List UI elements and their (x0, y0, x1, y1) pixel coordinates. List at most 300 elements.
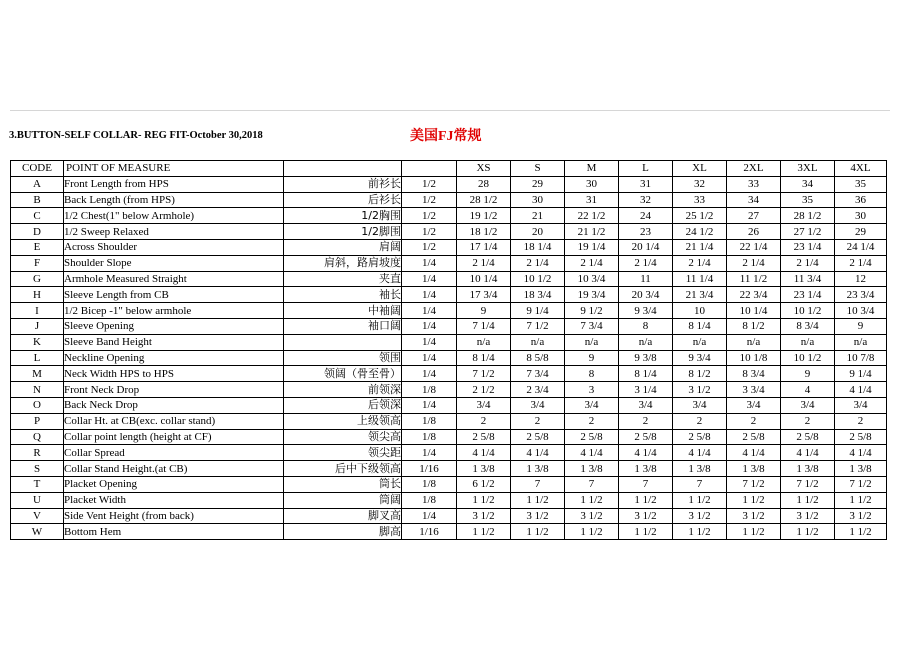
row-size-value: 20 (511, 224, 565, 240)
header-size-s: S (511, 161, 565, 177)
row-chinese-name: 袖长 (284, 287, 402, 303)
table-row (11, 287, 887, 303)
row-size-value: 2 (457, 413, 511, 429)
row-tolerance: 1/2 (402, 208, 457, 224)
row-tolerance: 1/8 (402, 476, 457, 492)
row-chinese-name (284, 334, 402, 350)
row-size-value: 1 3/8 (565, 461, 619, 477)
row-size-value: 2 (619, 413, 673, 429)
row-size-value: 1 3/8 (619, 461, 673, 477)
row-size-value: 21 3/4 (673, 287, 727, 303)
row-code: C (11, 208, 64, 224)
row-size-value: 7 1/4 (457, 318, 511, 334)
header-tolerance (402, 161, 457, 177)
table-row (11, 524, 887, 540)
row-size-value: 3 1/2 (565, 508, 619, 524)
row-size-value: n/a (457, 334, 511, 350)
row-size-value: 1 1/2 (619, 492, 673, 508)
row-code: W (11, 524, 64, 540)
row-point-of-measure: Across Shoulder (64, 239, 284, 255)
row-code: K (11, 334, 64, 350)
row-chinese-name: 脚高 (284, 524, 402, 540)
row-size-value: 9 (457, 303, 511, 319)
row-point-of-measure: Placket Width (64, 492, 284, 508)
row-size-value: 21 (511, 208, 565, 224)
table-row (11, 508, 887, 524)
row-size-value: n/a (619, 334, 673, 350)
row-size-value: 32 (673, 176, 727, 192)
row-size-value: 2 1/4 (565, 255, 619, 271)
row-size-value: 23 (619, 224, 673, 240)
row-code: I (11, 303, 64, 319)
row-size-value: 2 (727, 413, 781, 429)
row-point-of-measure: 1/2 Sweep Relaxed (64, 224, 284, 240)
row-size-value: 1 1/2 (727, 492, 781, 508)
row-point-of-measure: Back Neck Drop (64, 397, 284, 413)
header-size-2xl: 2XL (727, 161, 781, 177)
row-size-value: 1 1/2 (673, 524, 727, 540)
row-size-value: 18 1/2 (457, 224, 511, 240)
row-tolerance: 1/16 (402, 524, 457, 540)
row-code: H (11, 287, 64, 303)
sheet-top-rule (10, 110, 890, 111)
row-size-value: 20 3/4 (619, 287, 673, 303)
row-size-value: 7 (619, 476, 673, 492)
table-row (11, 176, 887, 192)
row-size-value: 18 3/4 (511, 287, 565, 303)
row-tolerance: 1/4 (402, 350, 457, 366)
row-chinese-name: 肩斜，路肩坡度 (284, 255, 402, 271)
row-chinese-name: 领阔（骨至骨） (284, 366, 402, 382)
row-size-value: 4 1/4 (457, 445, 511, 461)
row-size-value: 28 1/2 (781, 208, 835, 224)
row-size-value: n/a (781, 334, 835, 350)
header-size-xs: XS (457, 161, 511, 177)
row-size-value: 27 1/2 (781, 224, 835, 240)
row-code: G (11, 271, 64, 287)
row-size-value: 9 (565, 350, 619, 366)
row-code: E (11, 239, 64, 255)
row-chinese-name: 后中下级领高 (284, 461, 402, 477)
row-tolerance: 1/16 (402, 461, 457, 477)
row-size-value: 1 1/2 (727, 524, 781, 540)
row-chinese-name: 1/2脚围 (284, 224, 402, 240)
row-size-value: 2 5/8 (511, 429, 565, 445)
row-point-of-measure: 1/2 Bicep -1" below armhole (64, 303, 284, 319)
row-tolerance: 1/2 (402, 239, 457, 255)
row-tolerance: 1/8 (402, 413, 457, 429)
row-size-value: 2 (781, 413, 835, 429)
header-size-4xl: 4XL (835, 161, 887, 177)
row-point-of-measure: Sleeve Length from CB (64, 287, 284, 303)
row-size-value: n/a (565, 334, 619, 350)
table-row (11, 271, 887, 287)
row-size-value: 3/4 (673, 397, 727, 413)
row-size-value: 2 5/8 (457, 429, 511, 445)
row-point-of-measure: Shoulder Slope (64, 255, 284, 271)
row-point-of-measure: Back Length (from HPS) (64, 192, 284, 208)
row-size-value: 12 (835, 271, 887, 287)
row-size-value: 3 (565, 382, 619, 398)
row-code: P (11, 413, 64, 429)
row-size-value: 2 5/8 (781, 429, 835, 445)
row-size-value: 2 5/8 (565, 429, 619, 445)
row-size-value: 2 5/8 (727, 429, 781, 445)
row-size-value: 8 1/4 (457, 350, 511, 366)
row-size-value: 11 (619, 271, 673, 287)
row-code: T (11, 476, 64, 492)
row-size-value: 19 1/4 (565, 239, 619, 255)
row-size-value: 3 1/2 (673, 382, 727, 398)
row-size-value: 10 (673, 303, 727, 319)
row-size-value: 33 (727, 176, 781, 192)
row-size-value: 4 1/4 (781, 445, 835, 461)
row-size-value: 1 1/2 (511, 524, 565, 540)
row-size-value: 4 1/4 (835, 445, 887, 461)
table-row (11, 350, 887, 366)
row-size-value: 8 3/4 (727, 366, 781, 382)
row-size-value: 28 1/2 (457, 192, 511, 208)
row-point-of-measure: Sleeve Opening (64, 318, 284, 334)
row-size-value: 9 3/4 (673, 350, 727, 366)
row-size-value: 2 (835, 413, 887, 429)
header-size-m: M (565, 161, 619, 177)
row-chinese-name: 肩阔 (284, 239, 402, 255)
row-size-value: 2 1/4 (835, 255, 887, 271)
row-size-value: 4 1/4 (565, 445, 619, 461)
row-chinese-name: 袖口阔 (284, 318, 402, 334)
row-chinese-name: 领尖高 (284, 429, 402, 445)
row-tolerance: 1/4 (402, 287, 457, 303)
table-row (11, 255, 887, 271)
row-point-of-measure: Bottom Hem (64, 524, 284, 540)
row-size-value: 9 1/2 (565, 303, 619, 319)
header-pom: POINT OF MEASURE (64, 161, 284, 177)
row-size-value: 2 5/8 (835, 429, 887, 445)
row-size-value: 2 1/4 (511, 255, 565, 271)
row-size-value: 1 3/8 (727, 461, 781, 477)
row-point-of-measure: 1/2 Chest(1" below Armhole) (64, 208, 284, 224)
row-size-value: 4 1/4 (619, 445, 673, 461)
row-size-value: n/a (835, 334, 887, 350)
spec-table (10, 160, 887, 540)
table-row (11, 224, 887, 240)
row-size-value: 3 1/2 (781, 508, 835, 524)
header-code: CODE (11, 161, 64, 177)
row-size-value: 9 3/4 (619, 303, 673, 319)
table-row (11, 492, 887, 508)
row-size-value: n/a (673, 334, 727, 350)
row-chinese-name: 1/2胸围 (284, 208, 402, 224)
row-size-value: 3 1/4 (619, 382, 673, 398)
row-size-value: 10 1/4 (457, 271, 511, 287)
row-point-of-measure: Front Length from HPS (64, 176, 284, 192)
row-chinese-name: 前衫长 (284, 176, 402, 192)
row-tolerance: 1/4 (402, 366, 457, 382)
row-point-of-measure: Collar Ht. at CB(exc. collar stand) (64, 413, 284, 429)
table-row (11, 476, 887, 492)
row-size-value: 2 1/4 (457, 255, 511, 271)
table-row (11, 334, 887, 350)
row-chinese-name: 领围 (284, 350, 402, 366)
row-size-value: 10 3/4 (835, 303, 887, 319)
row-size-value: 23 1/4 (781, 239, 835, 255)
row-chinese-name: 脚叉高 (284, 508, 402, 524)
row-code: A (11, 176, 64, 192)
row-size-value: 7 1/2 (781, 476, 835, 492)
row-tolerance: 1/8 (402, 429, 457, 445)
row-size-value: 8 1/4 (673, 318, 727, 334)
row-size-value: 11 1/2 (727, 271, 781, 287)
row-size-value: 1 3/8 (673, 461, 727, 477)
row-size-value: 2 1/4 (727, 255, 781, 271)
row-size-value: 1 1/2 (673, 492, 727, 508)
row-code: F (11, 255, 64, 271)
row-size-value: 2 1/4 (619, 255, 673, 271)
row-point-of-measure: Collar Stand Height.(at CB) (64, 461, 284, 477)
row-size-value: 34 (727, 192, 781, 208)
row-size-value: 1 1/2 (565, 524, 619, 540)
row-chinese-name: 筒长 (284, 476, 402, 492)
row-size-value: 21 1/2 (565, 224, 619, 240)
row-chinese-name: 后领深 (284, 397, 402, 413)
row-size-value: 7 3/4 (565, 318, 619, 334)
row-size-value: 7 1/2 (511, 318, 565, 334)
row-size-value: 8 5/8 (511, 350, 565, 366)
table-row (11, 208, 887, 224)
row-tolerance: 1/8 (402, 492, 457, 508)
row-size-value: 4 (781, 382, 835, 398)
row-size-value: 4 1/4 (835, 382, 887, 398)
row-size-value: 2 5/8 (673, 429, 727, 445)
row-size-value: 7 1/2 (457, 366, 511, 382)
row-size-value: 22 1/2 (565, 208, 619, 224)
table-row (11, 397, 887, 413)
row-size-value: 4 1/4 (673, 445, 727, 461)
row-size-value: 31 (565, 192, 619, 208)
row-size-value: 9 3/8 (619, 350, 673, 366)
row-size-value: 20 1/4 (619, 239, 673, 255)
row-size-value: 11 1/4 (673, 271, 727, 287)
row-size-value: 3/4 (727, 397, 781, 413)
row-size-value: 36 (835, 192, 887, 208)
row-size-value: 2 1/4 (673, 255, 727, 271)
row-size-value: 1 1/2 (457, 492, 511, 508)
row-tolerance: 1/2 (402, 176, 457, 192)
row-code: O (11, 397, 64, 413)
header-size-xl: XL (673, 161, 727, 177)
row-size-value: 3 1/2 (727, 508, 781, 524)
row-point-of-measure: Sleeve Band Height (64, 334, 284, 350)
row-size-value: 21 1/4 (673, 239, 727, 255)
row-size-value: 10 3/4 (565, 271, 619, 287)
row-size-value: 8 (565, 366, 619, 382)
row-size-value: 1 3/8 (457, 461, 511, 477)
row-size-value: 1 3/8 (781, 461, 835, 477)
row-chinese-name: 夹直 (284, 271, 402, 287)
row-size-value: 10 1/2 (781, 303, 835, 319)
row-size-value: 7 1/2 (727, 476, 781, 492)
row-code: B (11, 192, 64, 208)
row-size-value: 11 3/4 (781, 271, 835, 287)
row-size-value: n/a (511, 334, 565, 350)
row-size-value: 25 1/2 (673, 208, 727, 224)
row-size-value: 3 1/2 (511, 508, 565, 524)
row-tolerance: 1/8 (402, 382, 457, 398)
row-size-value: 7 1/2 (835, 476, 887, 492)
table-row (11, 239, 887, 255)
row-size-value: 9 (835, 318, 887, 334)
row-size-value: 2 3/4 (511, 382, 565, 398)
row-tolerance: 1/4 (402, 508, 457, 524)
table-row (11, 413, 887, 429)
row-size-value: 1 1/2 (565, 492, 619, 508)
row-size-value: 9 1/4 (835, 366, 887, 382)
sheet-title: 3.BUTTON-SELF COLLAR- REG FIT-October 30,2018 (9, 130, 263, 141)
row-code: Q (11, 429, 64, 445)
row-size-value: 24 (619, 208, 673, 224)
header-size-l: L (619, 161, 673, 177)
table-row (11, 429, 887, 445)
row-tolerance: 1/2 (402, 192, 457, 208)
row-chinese-name: 筒阔 (284, 492, 402, 508)
row-size-value: 3/4 (457, 397, 511, 413)
row-point-of-measure: Placket Opening (64, 476, 284, 492)
row-size-value: 2 1/2 (457, 382, 511, 398)
spec-table-body (11, 176, 887, 539)
row-size-value: 8 3/4 (781, 318, 835, 334)
row-size-value: 3/4 (835, 397, 887, 413)
row-size-value: 3 1/2 (673, 508, 727, 524)
row-size-value: 22 3/4 (727, 287, 781, 303)
row-size-value: 23 3/4 (835, 287, 887, 303)
row-size-value: 3 3/4 (727, 382, 781, 398)
row-size-value: 7 (673, 476, 727, 492)
row-chinese-name: 领尖距 (284, 445, 402, 461)
row-tolerance: 1/4 (402, 318, 457, 334)
row-code: V (11, 508, 64, 524)
row-size-value: 33 (673, 192, 727, 208)
header-size-3xl: 3XL (781, 161, 835, 177)
row-size-value: 1 1/2 (457, 524, 511, 540)
row-size-value: 7 (511, 476, 565, 492)
row-chinese-name: 中袖阔 (284, 303, 402, 319)
row-size-value: 2 5/8 (619, 429, 673, 445)
row-size-value: 3 1/2 (835, 508, 887, 524)
table-row (11, 366, 887, 382)
row-tolerance: 1/4 (402, 334, 457, 350)
row-size-value: 28 (457, 176, 511, 192)
row-size-value: 17 1/4 (457, 239, 511, 255)
row-size-value: 19 3/4 (565, 287, 619, 303)
row-size-value: 10 1/2 (781, 350, 835, 366)
row-code: J (11, 318, 64, 334)
row-size-value: 26 (727, 224, 781, 240)
row-size-value: 1 1/2 (511, 492, 565, 508)
row-tolerance: 1/4 (402, 271, 457, 287)
row-code: N (11, 382, 64, 398)
row-size-value: 10 1/4 (727, 303, 781, 319)
row-code: D (11, 224, 64, 240)
row-point-of-measure: Neckline Opening (64, 350, 284, 366)
row-size-value: n/a (727, 334, 781, 350)
row-size-value: 29 (835, 224, 887, 240)
row-size-value: 3/4 (619, 397, 673, 413)
row-size-value: 3 1/2 (619, 508, 673, 524)
row-size-value: 31 (619, 176, 673, 192)
table-row (11, 445, 887, 461)
row-code: S (11, 461, 64, 477)
row-size-value: 1 1/2 (835, 492, 887, 508)
row-size-value: 10 7/8 (835, 350, 887, 366)
row-tolerance: 1/2 (402, 224, 457, 240)
row-size-value: 32 (619, 192, 673, 208)
row-size-value: 9 (781, 366, 835, 382)
row-size-value: 24 1/4 (835, 239, 887, 255)
row-size-value: 8 1/2 (673, 366, 727, 382)
row-point-of-measure: Armhole Measured Straight (64, 271, 284, 287)
row-size-value: 19 1/2 (457, 208, 511, 224)
row-chinese-name: 前领深 (284, 382, 402, 398)
row-point-of-measure: Neck Width HPS to HPS (64, 366, 284, 382)
row-chinese-name: 上级领高 (284, 413, 402, 429)
table-row (11, 192, 887, 208)
row-size-value: 8 (619, 318, 673, 334)
row-size-value: 10 1/2 (511, 271, 565, 287)
row-size-value: 2 (565, 413, 619, 429)
row-size-value: 2 (673, 413, 727, 429)
row-code: U (11, 492, 64, 508)
row-code: L (11, 350, 64, 366)
row-size-value: 30 (835, 208, 887, 224)
row-size-value: 29 (511, 176, 565, 192)
row-tolerance: 1/4 (402, 445, 457, 461)
row-point-of-measure: Side Vent Height (from back) (64, 508, 284, 524)
row-tolerance: 1/4 (402, 397, 457, 413)
row-size-value: 1 1/2 (781, 492, 835, 508)
row-tolerance: 1/4 (402, 303, 457, 319)
row-size-value: 3/4 (511, 397, 565, 413)
sheet-subtitle: 美国FJ常规 (410, 129, 482, 144)
row-size-value: 23 1/4 (781, 287, 835, 303)
row-size-value: 3/4 (781, 397, 835, 413)
row-size-value: 1 1/2 (835, 524, 887, 540)
row-size-value: 2 1/4 (781, 255, 835, 271)
row-size-value: 8 1/4 (619, 366, 673, 382)
table-row (11, 303, 887, 319)
row-size-value: 17 3/4 (457, 287, 511, 303)
header-row (11, 161, 887, 177)
row-size-value: 18 1/4 (511, 239, 565, 255)
row-size-value: 34 (781, 176, 835, 192)
row-size-value: 2 (511, 413, 565, 429)
row-size-value: 3 1/2 (457, 508, 511, 524)
row-size-value: 35 (835, 176, 887, 192)
row-size-value: 9 1/4 (511, 303, 565, 319)
row-size-value: 30 (565, 176, 619, 192)
row-code: M (11, 366, 64, 382)
row-point-of-measure: Collar Spread (64, 445, 284, 461)
row-size-value: 4 1/4 (511, 445, 565, 461)
row-size-value: 4 1/4 (727, 445, 781, 461)
row-point-of-measure: Front Neck Drop (64, 382, 284, 398)
row-size-value: 22 1/4 (727, 239, 781, 255)
row-size-value: 35 (781, 192, 835, 208)
row-size-value: 10 1/8 (727, 350, 781, 366)
row-size-value: 3/4 (565, 397, 619, 413)
row-code: R (11, 445, 64, 461)
row-chinese-name: 后衫长 (284, 192, 402, 208)
